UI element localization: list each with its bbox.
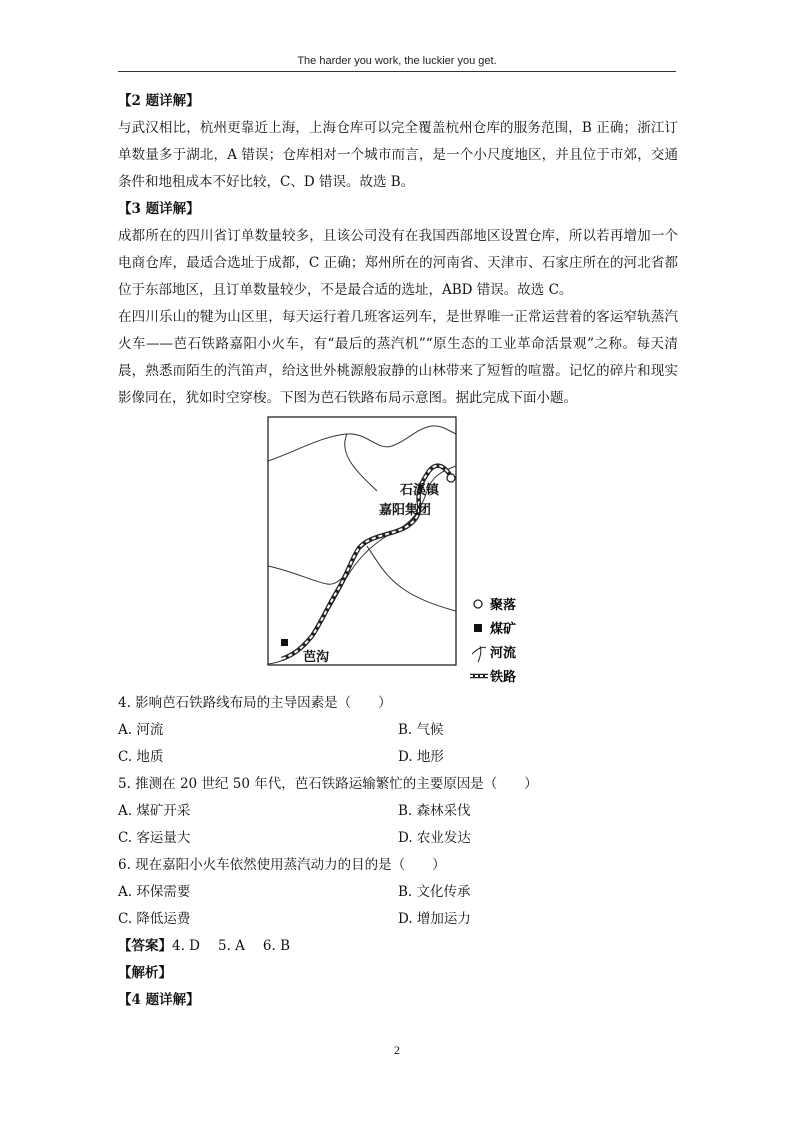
question-5-option-b: B. 森林采伐 (398, 803, 471, 819)
header-rule (118, 71, 676, 72)
question-4-option-d: D. 地形 (398, 749, 444, 765)
coal-mine-marker (281, 639, 288, 646)
question-5-option-d: D. 农业发达 (398, 830, 471, 846)
question-4-option-b: B. 气候 (398, 722, 444, 738)
analysis-label: 【解析】 (118, 965, 172, 981)
legend-railway-label: 铁路 (490, 670, 517, 685)
map-label-group: 嘉阳集团 (379, 503, 432, 518)
question-6-options-row-2 (118, 906, 678, 933)
question-4-option-c: C. 地质 (118, 749, 164, 765)
question-4-options-row-1 (118, 717, 678, 744)
question-5-options-row-1 (118, 798, 678, 825)
legend-settlement-label: 聚落 (490, 598, 517, 613)
answer-item: 6. B (262, 938, 291, 954)
question-4-stem: 4. 影响芭石铁路线布局的主导因素是（ ） (118, 695, 392, 711)
question-5-options-row-2 (118, 825, 678, 852)
question-6-option-b: B. 文化传承 (398, 884, 471, 900)
page-number: 2 (394, 1043, 400, 1057)
question-6-option-a: A. 环保需要 (118, 884, 191, 900)
passage-intro: 在四川乐山的犍为山区里，每天运行着几班客运列车，是世界唯一正常运营着的客运窄轨蒸汽火车——芭石铁路嘉阳小火车，有“最后的蒸汽机”“原生态的工业革命活景观”之称。每天清晨，熟悉而陌生的汽笛声，给这世外桃源般寂静的山林带来了短暂的喧嚣。记忆的碎片和现实影像同在，犹如时空穿梭。下图为芭石铁路布局示意图。据此完成下面小题。 (118, 309, 678, 406)
legend-coal-label: 煤矿 (490, 622, 517, 637)
page-header-motto: The harder you work, the luckier you get. (297, 55, 497, 67)
answer-label: 【答案】 (118, 938, 172, 954)
settlement-marker (447, 474, 455, 482)
answer-item: 4. D (172, 938, 200, 954)
map-legend (470, 596, 570, 686)
question-6-stem: 6. 现在嘉阳小火车依然使用蒸汽动力的目的是（ ） (118, 857, 446, 873)
q2-detail-title: 【2 题详解】 (118, 93, 200, 109)
question-4-options-row-2 (118, 744, 678, 771)
question-4-option-a: A. 河流 (118, 722, 164, 738)
q2-detail-body: 与武汉相比，杭州更靠近上海，上海仓库可以完全覆盖杭州仓库的服务范围，B 正确；浙江订单数量多于湖北，A 错误；仓库相对一个城市而言，是一个小尺度地区，并且位于市郊，交通条件和地租成本不好比较，C、D 错误。故选 B。 (118, 120, 678, 190)
map-label-start: 芭沟 (303, 650, 330, 665)
document-body (118, 88, 678, 1014)
question-6-options-row-1 (118, 879, 678, 906)
railway-map (267, 416, 457, 666)
map-label-town: 石溪镇 (400, 483, 440, 498)
question-5-option-c: C. 客运量大 (118, 830, 191, 846)
q4-detail-title: 【4 题详解】 (118, 992, 200, 1008)
q3-detail-body: 成都所在的四川省订单数量较多，且该公司没有在我国西部地区设置仓库，所以若再增加一个电商仓库，最适合选址于成都，C 正确；郑州所在的河南省、天津市、石家庄所在的河北省都位于东部地区，且订单数量较少，不是最合适的选址，ABD 错误。故选 C。 (118, 228, 678, 298)
legend-river-label: 河流 (490, 646, 517, 661)
answer-row (118, 933, 678, 960)
question-5-stem: 5. 推测在 20 世纪 50 年代，芭石铁路运输繁忙的主要原因是（ ） (118, 776, 538, 792)
legend-coal-icon (474, 624, 482, 632)
q3-detail-title: 【3 题详解】 (118, 201, 200, 217)
question-5-option-a: A. 煤矿开采 (118, 803, 191, 819)
answer-item: 5. A (218, 938, 245, 954)
legend-river-icon (472, 646, 486, 662)
railway-map-figure (118, 416, 678, 684)
question-6-option-c: C. 降低运费 (118, 911, 191, 927)
legend-settlement-icon (474, 600, 482, 608)
question-6-option-d: D. 增加运力 (398, 911, 471, 927)
